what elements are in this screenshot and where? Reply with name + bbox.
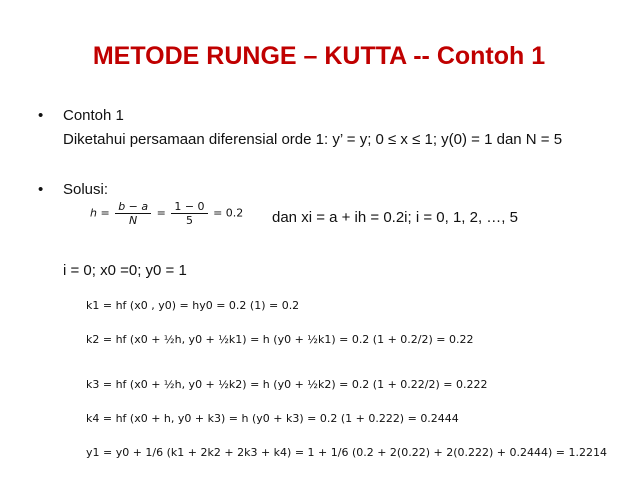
- equation-y1: y1 = y0 + 1/6 (k1 + 2k2 + 2k3 + k4) = 1 + 1/6 (0.2 + 2(0.22) + 2(0.222) + 0.2444) = 1.2214: [86, 446, 607, 459]
- solusi-label: Solusi:: [63, 181, 109, 198]
- equation-k3: k3 = hf (x0 + ½h, y0 + ½k2) = h (y0 + ½k2) = 0.2 (1 + 0.22/2) = 0.222: [86, 378, 488, 391]
- equation-k1: k1 = hf (x0 , y0) = hy0 = 0.2 (1) = 0.2: [86, 299, 300, 312]
- h-result: = 0.2: [213, 206, 244, 220]
- h-fraction-2: [171, 200, 207, 227]
- equation-k4: k4 = hf (x0 + h, y0 + k3) = h (y0 + k3) = 0.2 (1 + 0.222) = 0.2444: [86, 412, 459, 425]
- h-num-2: 1 − 0: [171, 200, 207, 214]
- xi-definition: dan xi = a + ih = 0.2i; i = 0, 1, 2, …, 5: [272, 209, 518, 226]
- h-den-2: 5: [185, 214, 193, 227]
- step-initial: i = 0; x0 =0; y0 = 1: [63, 262, 187, 279]
- contoh-statement: Diketahui persamaan diferensial orde 1: y’ = y; 0 ≤ x ≤ 1; y(0) = 1 dan N = 5: [63, 131, 563, 148]
- bullet-dot: •: [38, 107, 44, 124]
- h-den-1: N: [129, 214, 138, 227]
- equation-k2: k2 = hf (x0 + ½h, y0 + ½k1) = h (y0 + ½k1) = 0.2 (1 + 0.2/2) = 0.22: [86, 333, 474, 346]
- h-formula: h = $\frac{b - a}{N}$ = $\frac{1 - 0}{5}$ = 0.2: [90, 200, 244, 227]
- h-fraction-1: [115, 200, 151, 227]
- slide-title: METODE RUNGE – KUTTA -- Contoh 1: [92, 42, 546, 70]
- bullet-dot: •: [38, 181, 44, 198]
- contoh-label: Contoh 1: [63, 107, 124, 124]
- h-lhs: h =: [90, 206, 110, 220]
- h-num-1: b − a: [115, 200, 151, 214]
